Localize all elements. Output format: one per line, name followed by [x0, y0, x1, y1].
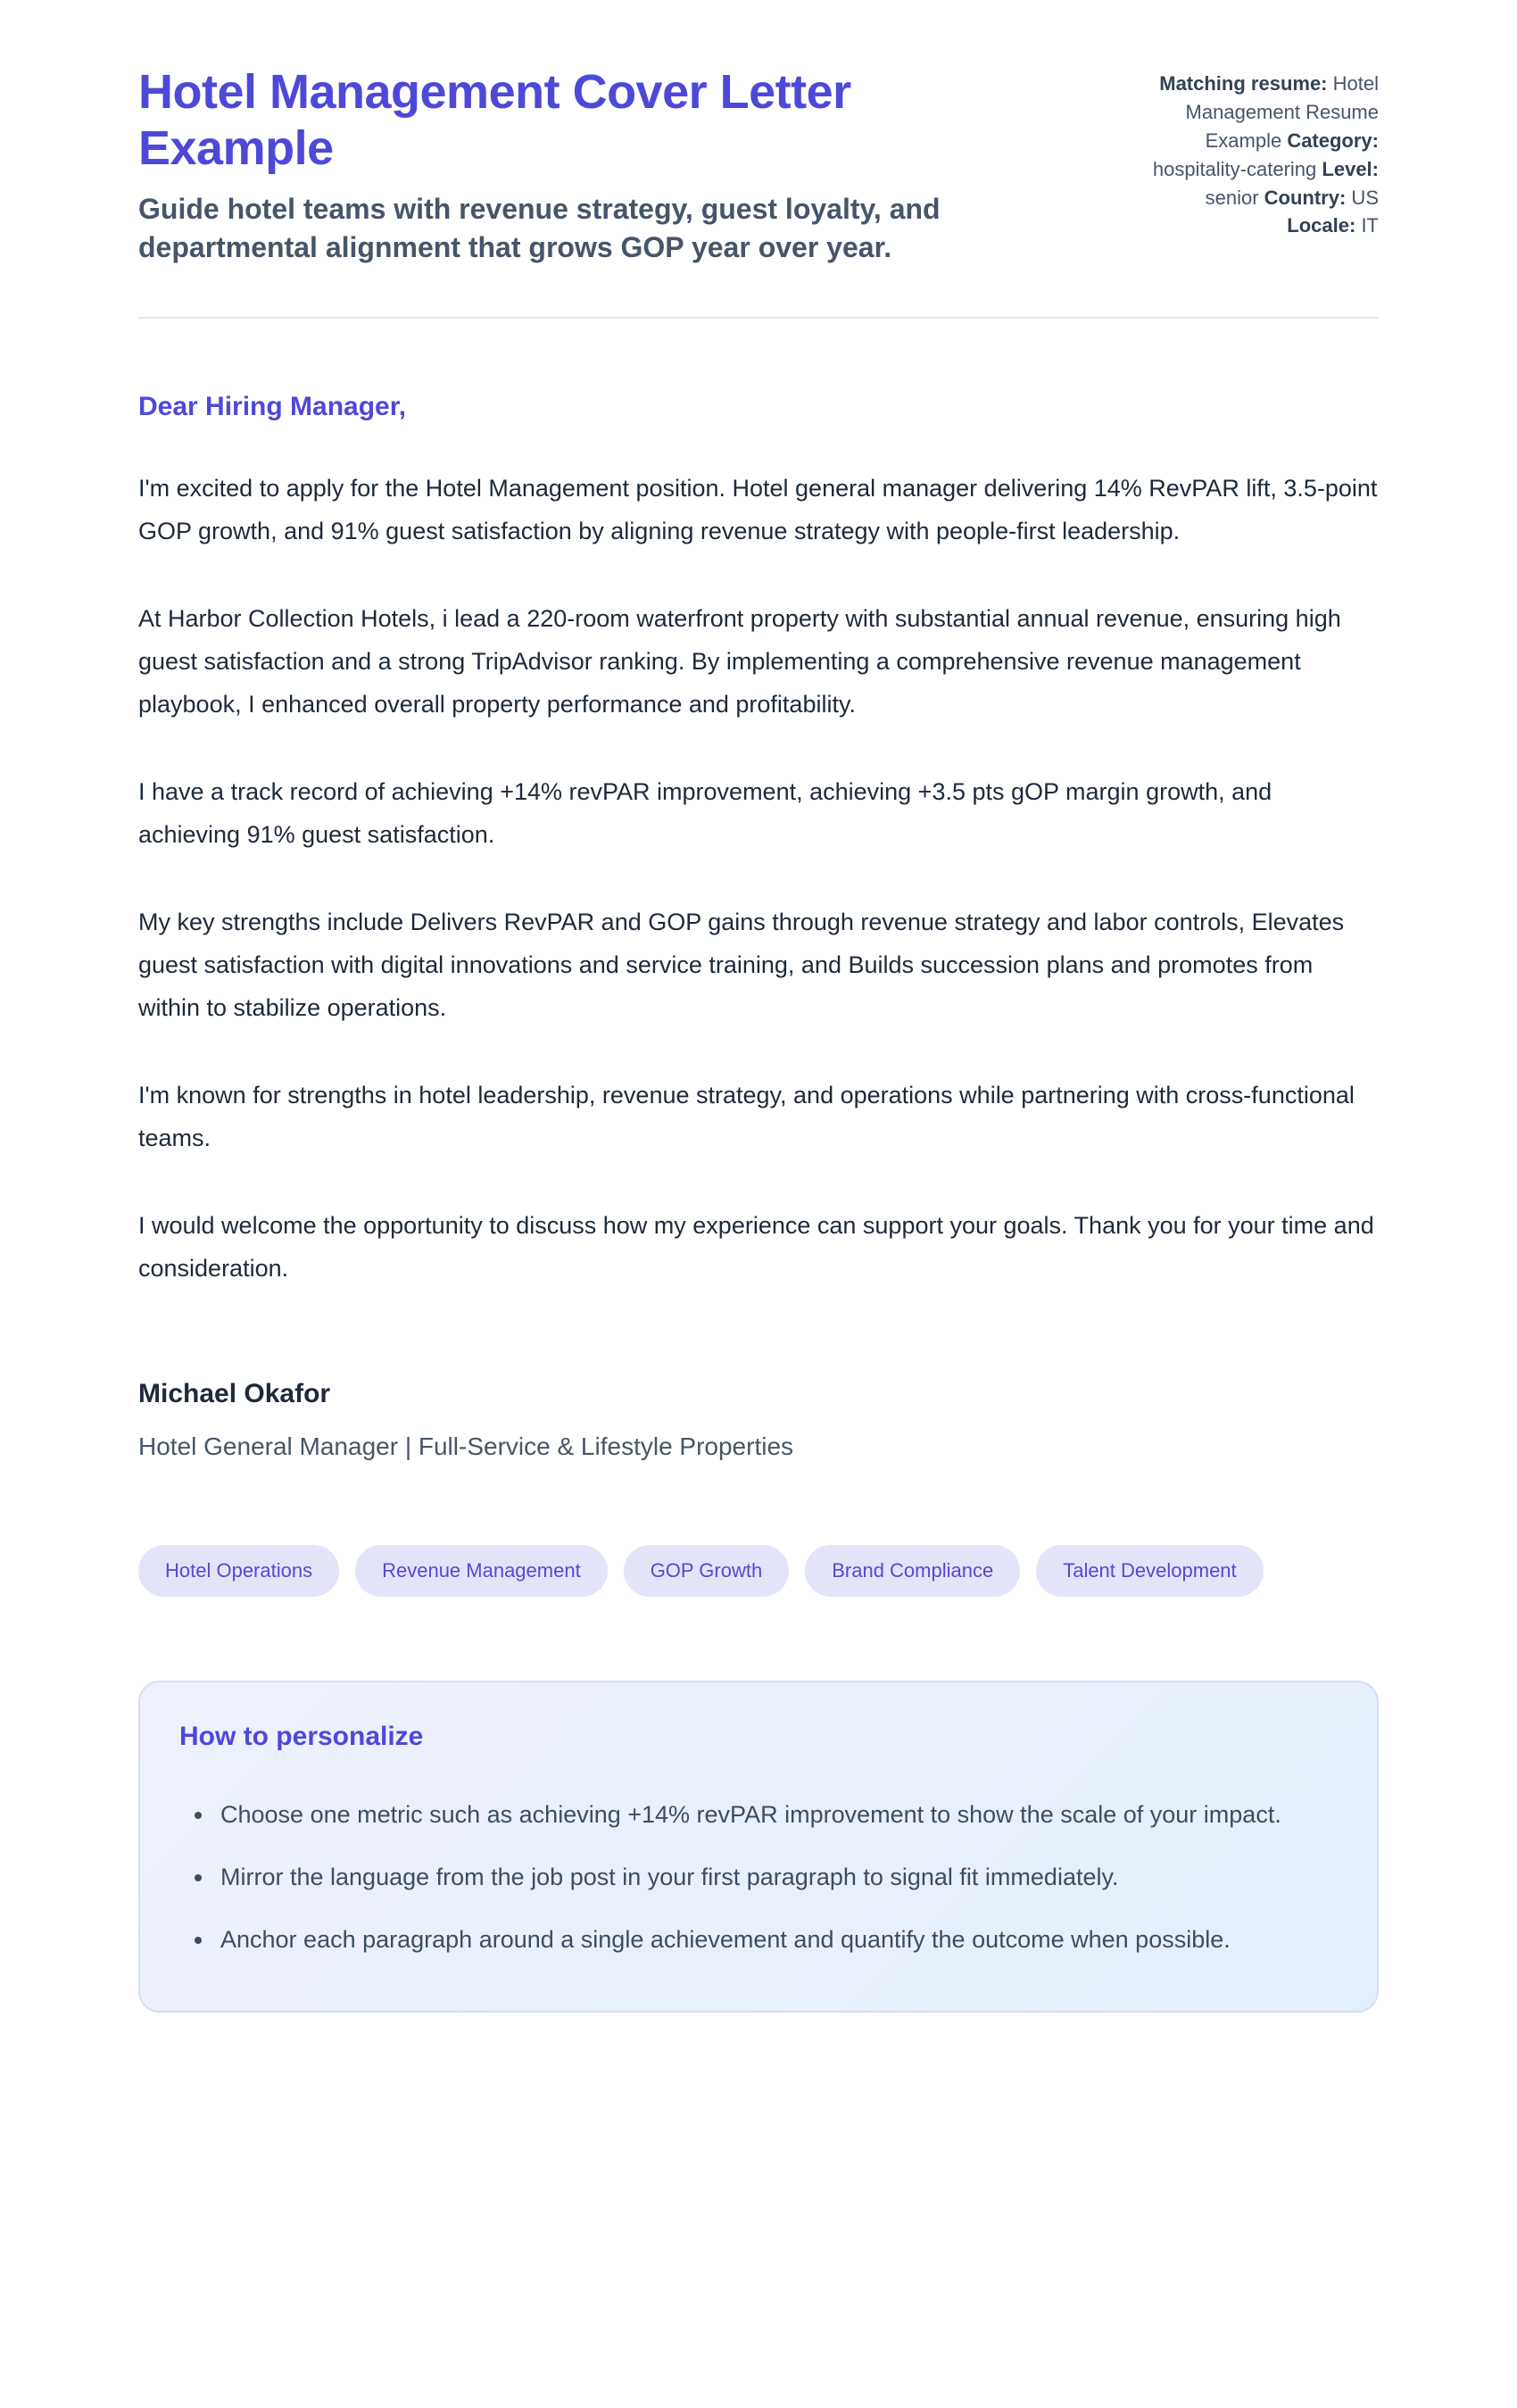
cover-letter-page	[138, 0, 1379, 2013]
personalize-tip-list	[179, 1793, 1330, 1961]
letter-paragraph: At Harbor Collection Hotels, i lead a 220-room waterfront property with substantial annual revenue, ensuring high guest satisfaction and a strong TripAdvisor ranking. By implementing a comprehensive revenue management playbook, I enhanced overall property performance and profitability.	[138, 605, 1341, 718]
meta-entry	[1287, 214, 1379, 237]
signature-name: Michael Okafor	[138, 1379, 331, 1408]
letter-paragraph: I'm known for strengths in hotel leadership, revenue strategy, and operations while partnering with cross-functional teams.	[138, 1082, 1355, 1151]
meta-entry	[1264, 187, 1379, 209]
letter-greeting: Dear Hiring Manager,	[138, 392, 407, 421]
meta-label: Category:	[1287, 129, 1379, 152]
signature-block	[138, 1379, 1379, 1461]
tag-pill[interactable]: Hotel Operations	[138, 1545, 339, 1597]
page-header	[138, 64, 1379, 267]
meta-value: senior	[1205, 186, 1259, 209]
personalize-tip: • Mirror the language from the job post in your first paragraph to signal fit immediately.	[215, 1856, 1330, 1898]
personalize-box	[138, 1681, 1379, 2013]
header-title-block	[138, 64, 1049, 267]
meta-label: Matching resume:	[1159, 72, 1328, 95]
page-title: Hotel Management Cover Letter Example	[138, 65, 851, 175]
tag-pill[interactable]: Brand Compliance	[805, 1545, 1020, 1597]
letter-paragraph: My key strengths include Delivers RevPAR and GOP gains through revenue strategy and labor controls, Elevates guest satisfaction with digital innovations and service training, and Builds succession plans and promotes from within to stabilize operations.	[138, 909, 1345, 1021]
tag-pill[interactable]: Talent Development	[1036, 1545, 1263, 1597]
meta-label: Country:	[1264, 186, 1347, 209]
meta-value: Hotel Management Resume Example	[1185, 72, 1379, 152]
page-subtitle: Guide hotel teams with revenue strategy, guest loyalty, and departmental alignment that grows GOP year over year.	[138, 193, 941, 264]
personalize-tip: • Choose one metric such as achieving +14% revPAR improvement to show the scale of your impact.	[215, 1793, 1330, 1836]
signature-role: Hotel General Manager | Full-Service & Lifestyle Properties	[138, 1432, 794, 1460]
meta-value: hospitality-catering	[1152, 157, 1317, 180]
letter-body	[138, 467, 1379, 1290]
letter-paragraph: I would welcome the opportunity to discuss how my experience can support your goals. Thank you for your time and consideration.	[138, 1212, 1374, 1282]
meta-value: US	[1346, 186, 1379, 209]
resume-meta	[1143, 64, 1379, 240]
meta-label: Level:	[1322, 157, 1379, 180]
tag-pill[interactable]: GOP Growth	[624, 1545, 790, 1597]
letter-paragraph: I'm excited to apply for the Hotel Management position. Hotel general manager delivering 14% RevPAR lift, 3.5-point GOP growth, and 91% guest satisfaction by aligning revenue strategy with people-first leadership.	[138, 475, 1378, 544]
personalize-tip: • Anchor each paragraph around a single achievement and quantify the outcome when possible.	[215, 1918, 1330, 1961]
meta-label: Locale:	[1287, 214, 1356, 237]
tag-pill[interactable]: Revenue Management	[355, 1545, 608, 1597]
meta-value: IT	[1355, 214, 1379, 237]
header-divider	[138, 317, 1379, 319]
letter-paragraph: I have a track record of achieving +14% revPAR improvement, achieving +3.5 pts gOP margin growth, and achieving 91% guest satisfaction.	[138, 778, 1272, 848]
personalize-title: How to personalize	[179, 1722, 424, 1751]
tag-list	[138, 1545, 1379, 1597]
